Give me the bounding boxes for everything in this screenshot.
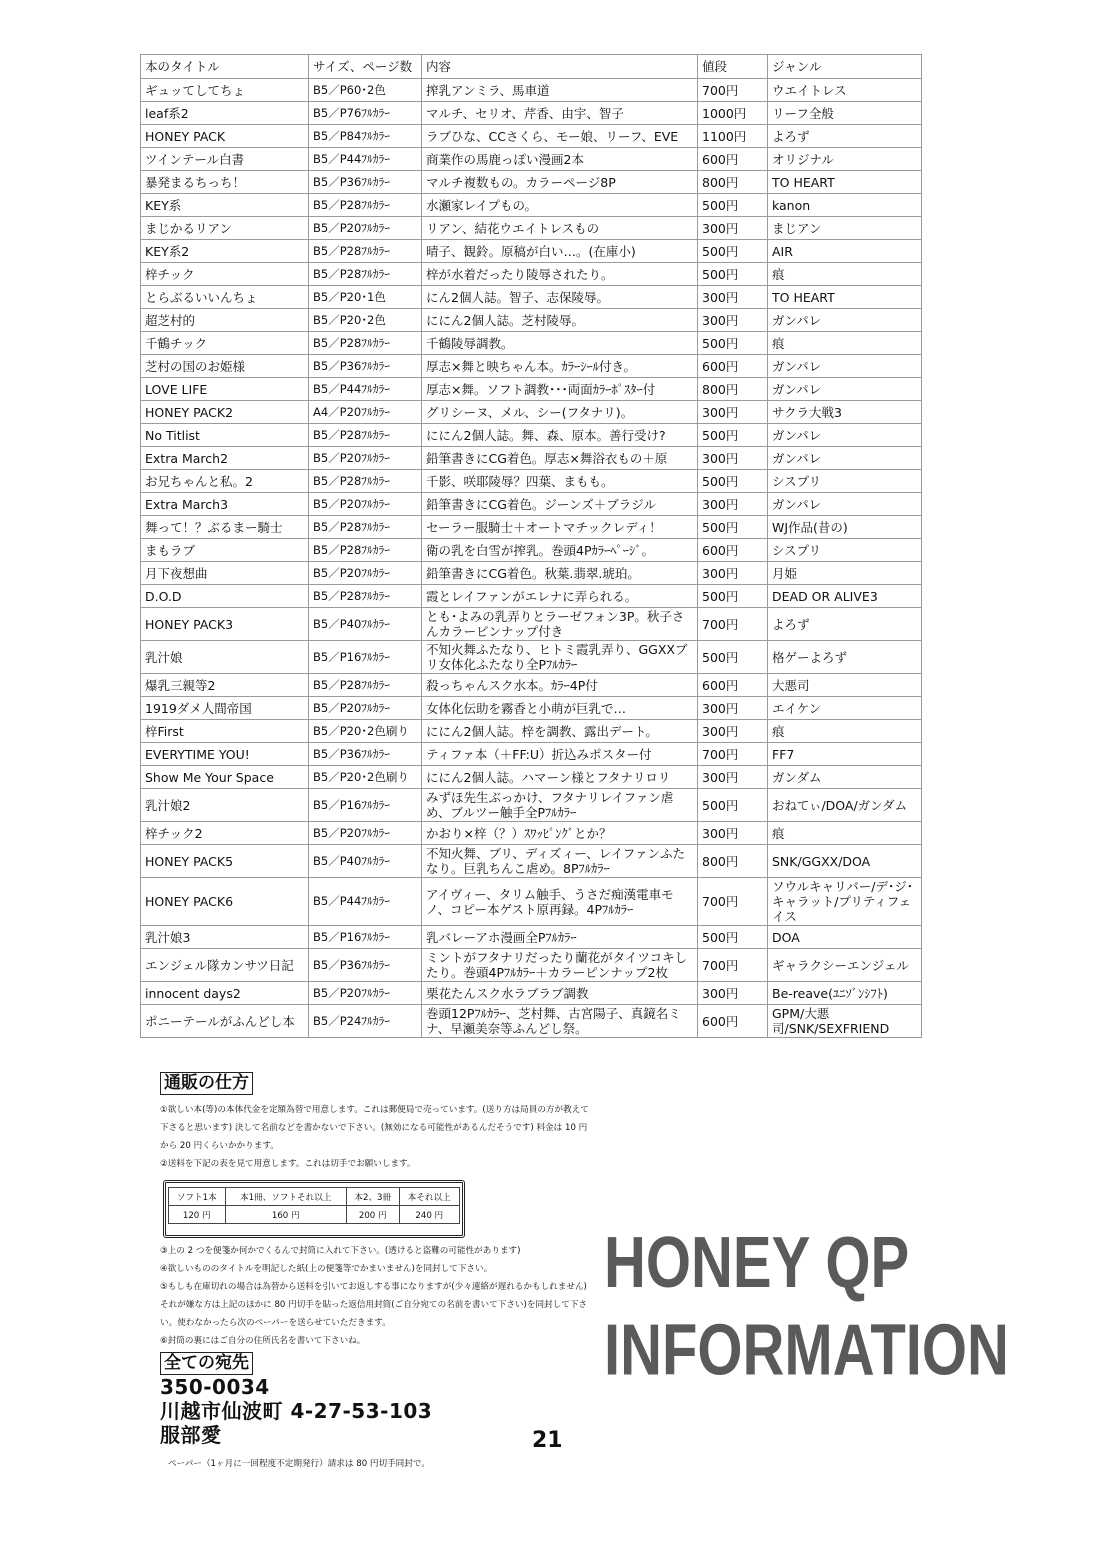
book-title: 梓チック2 <box>141 822 309 845</box>
book-genre: WJ作品(昔の) <box>768 516 922 539</box>
book-genre: DEAD OR ALIVE3 <box>768 585 922 608</box>
table-row <box>141 378 922 401</box>
book-size: B5／P20ﾌﾙｶﾗｰ <box>309 982 422 1005</box>
book-price: 500円 <box>698 240 768 263</box>
book-title: まもラブ <box>141 539 309 562</box>
table-row <box>141 125 922 148</box>
order-step-3: ③上の 2 つを便箋か何かでくるんで封筒に入れて下さい。(透けると盗難の可能性があります) <box>160 1246 521 1256</box>
book-price: 500円 <box>698 641 768 674</box>
book-size: B5／P40ﾌﾙｶﾗｰ <box>309 608 422 641</box>
book-size: B5／P20･2色 <box>309 309 422 332</box>
book-genre: ガンパレ <box>768 378 922 401</box>
book-size: B5／P16ﾌﾙｶﾗｰ <box>309 789 422 822</box>
book-title: HONEY PACK3 <box>141 608 309 641</box>
book-content: 不知火舞、ブリ、ディズィー、レイファンふたなり。巨乳ちんこ虐め。8Pﾌﾙｶﾗｰ <box>422 845 698 878</box>
table-row <box>141 79 922 102</box>
book-genre: エイケン <box>768 697 922 720</box>
book-title: エンジェル隊カンサツ日記 <box>141 949 309 982</box>
book-content: アイヴィー、タリム触手、うさだ痴漢電車モノ、コピー本ゲスト原再録。4Pﾌﾙｶﾗｰ <box>422 878 698 926</box>
book-content: 巻頭12Pﾌﾙｶﾗｰ、芝村舞、古宮陽子、真鏡名ミナ、早瀬美奈等ふんどし祭。 <box>422 1005 698 1038</box>
address-heading: 全ての宛先 <box>160 1352 253 1375</box>
table-row <box>141 401 922 424</box>
shipping-table <box>168 1187 460 1224</box>
book-price: 300円 <box>698 720 768 743</box>
book-content: 衛の乳を白雪が搾乳。巻頭4Pｶﾗｰﾍﾟｰｼﾞ。 <box>422 539 698 562</box>
table-row <box>141 447 922 470</box>
book-size: B5／P28ﾌﾙｶﾗｰ <box>309 263 422 286</box>
book-content: 梓が水着だったり陵辱されたり。 <box>422 263 698 286</box>
book-content: 鉛筆書きにCG着色。厚志×舞浴衣もの＋原 <box>422 447 698 470</box>
book-genre: リーフ全般 <box>768 102 922 125</box>
book-price: 500円 <box>698 194 768 217</box>
book-genre: TO HEART <box>768 286 922 309</box>
book-title: innocent days2 <box>141 982 309 1005</box>
address-block <box>160 1352 432 1447</box>
book-title: ポニーテールがふんどし本 <box>141 1005 309 1038</box>
book-price: 600円 <box>698 539 768 562</box>
book-content: ににん2個人誌。ハマーン様とフタナリロリ <box>422 766 698 789</box>
book-content: マルチ複数もの。カラーページ8P <box>422 171 698 194</box>
book-genre: ガンパレ <box>768 447 922 470</box>
book-title: HONEY PACK6 <box>141 878 309 926</box>
book-genre: サクラ大戦3 <box>768 401 922 424</box>
book-size: B5／P20ﾌﾙｶﾗｰ <box>309 217 422 240</box>
book-size: B5／P36ﾌﾙｶﾗｰ <box>309 171 422 194</box>
book-content: ににん2個人誌。梓を調教、露出デート。 <box>422 720 698 743</box>
book-genre: 痕 <box>768 263 922 286</box>
book-size: B5／P20･1色 <box>309 286 422 309</box>
shipping-price: 200 円 <box>346 1206 399 1224</box>
book-content: 鉛筆書きにCG着色。ジーンズ＋ブラジル <box>422 493 698 516</box>
table-row <box>141 743 922 766</box>
book-title: 月下夜想曲 <box>141 562 309 585</box>
book-price: 600円 <box>698 674 768 697</box>
table-row <box>141 539 922 562</box>
book-price: 500円 <box>698 263 768 286</box>
book-genre: おねてぃ/DOA/ガンダム <box>768 789 922 822</box>
book-genre: FF7 <box>768 743 922 766</box>
order-instructions <box>160 1072 590 1173</box>
book-size: B5／P44ﾌﾙｶﾗｰ <box>309 148 422 171</box>
table-row <box>141 516 922 539</box>
book-content: 殺っちゃんスク水本。ｶﾗｰ4P付 <box>422 674 698 697</box>
book-size: B5／P44ﾌﾙｶﾗｰ <box>309 378 422 401</box>
book-content: 乳バレーアホ漫画全Pﾌﾙｶﾗｰ <box>422 926 698 949</box>
book-price: 700円 <box>698 79 768 102</box>
book-content: 搾乳アンミラ、馬車道 <box>422 79 698 102</box>
book-size: B5／P20ﾌﾙｶﾗｰ <box>309 562 422 585</box>
book-genre: まじアン <box>768 217 922 240</box>
catalog-body <box>141 79 922 1038</box>
book-genre: ガンダム <box>768 766 922 789</box>
shipping-price: 160 円 <box>225 1206 346 1224</box>
book-size: B5／P20･2色刷り <box>309 766 422 789</box>
table-row <box>141 240 922 263</box>
order-heading: 通販の仕方 <box>160 1072 253 1095</box>
shipping-header: 本1冊、ソフトそれ以上 <box>225 1188 346 1206</box>
book-size: B5／P20ﾌﾙｶﾗｰ <box>309 493 422 516</box>
book-price: 1000円 <box>698 102 768 125</box>
book-title: D.O.D <box>141 585 309 608</box>
table-row <box>141 493 922 516</box>
recipient-name: 服部愛 <box>160 1423 222 1447</box>
book-size: B5／P84ﾌﾙｶﾗｰ <box>309 125 422 148</box>
book-price: 600円 <box>698 148 768 171</box>
book-price: 300円 <box>698 309 768 332</box>
table-row <box>141 171 922 194</box>
book-price: 300円 <box>698 217 768 240</box>
table-row <box>141 949 922 982</box>
book-genre: 月姫 <box>768 562 922 585</box>
book-title: 芝村の国のお姫様 <box>141 355 309 378</box>
book-content: ににん2個人誌。舞、森、原本。善行受け? <box>422 424 698 447</box>
book-size: B5／P28ﾌﾙｶﾗｰ <box>309 585 422 608</box>
book-title: HONEY PACK <box>141 125 309 148</box>
book-title: Show Me Your Space <box>141 766 309 789</box>
catalog-table <box>140 54 922 1038</box>
table-row <box>141 332 922 355</box>
book-title: お兄ちゃんと私。2 <box>141 470 309 493</box>
book-size: B5／P76ﾌﾙｶﾗｰ <box>309 102 422 125</box>
book-size: B5／P28ﾌﾙｶﾗｰ <box>309 470 422 493</box>
book-genre: GPM/大悪司/SNK/SEXFRIEND <box>768 1005 922 1038</box>
book-genre: ガンパレ <box>768 493 922 516</box>
book-title: 超芝村的 <box>141 309 309 332</box>
table-row <box>141 263 922 286</box>
table-row <box>141 102 922 125</box>
book-genre: ギャラクシーエンジェル <box>768 949 922 982</box>
book-content: 不知火舞ふたなり、ヒトミ霞乳弄り、GGXXブリ女体化ふたなり全Pﾌﾙｶﾗｰ <box>422 641 698 674</box>
book-title: 梓First <box>141 720 309 743</box>
book-price: 500円 <box>698 424 768 447</box>
book-content: 商業作の馬鹿っぽい漫画2本 <box>422 148 698 171</box>
book-title: 乳汁娘3 <box>141 926 309 949</box>
book-content: にん2個人誌。智子、志保陵辱。 <box>422 286 698 309</box>
book-genre: ソウルキャリバー/デ･ジ･キャラット/プリティフェイス <box>768 878 922 926</box>
book-content: ティファ本（＋FF:U）折込みポスター付 <box>422 743 698 766</box>
table-row <box>141 720 922 743</box>
shipping-header: 本それ以上 <box>399 1188 459 1206</box>
book-content: ににん2個人誌。芝村陵辱。 <box>422 309 698 332</box>
book-content: 水瀬家レイプもの。 <box>422 194 698 217</box>
book-genre: シスプリ <box>768 470 922 493</box>
postal-code: 350-0034 <box>160 1375 270 1399</box>
book-price: 500円 <box>698 926 768 949</box>
book-size: B5／P28ﾌﾙｶﾗｰ <box>309 240 422 263</box>
table-row <box>141 148 922 171</box>
book-genre: よろず <box>768 125 922 148</box>
table-row <box>141 562 922 585</box>
table-row <box>141 424 922 447</box>
book-title: leaf系2 <box>141 102 309 125</box>
book-content: かおり×梓（？）ｽﾜｯﾋﾟﾝｸﾞとか？ <box>422 822 698 845</box>
book-price: 300円 <box>698 697 768 720</box>
order-step-6: ⑥封筒の裏にはご自分の住所氏名を書いて下さいね。 <box>160 1336 366 1346</box>
book-content: ラブひな、CCさくら、モー娘、リーフ、EVE <box>422 125 698 148</box>
col-header-size: サイズ、ページ数 <box>309 55 422 79</box>
book-size: B5／P60･2色 <box>309 79 422 102</box>
book-price: 300円 <box>698 562 768 585</box>
book-price: 500円 <box>698 470 768 493</box>
book-title: まじかるリアン <box>141 217 309 240</box>
table-row <box>141 845 922 878</box>
book-price: 500円 <box>698 789 768 822</box>
book-content: マルチ、セリオ、芹香、由宇、智子 <box>422 102 698 125</box>
table-row <box>141 641 922 674</box>
book-size: B5／P40ﾌﾙｶﾗｰ <box>309 845 422 878</box>
order-step-5: ⑤もしも在庫切れの場合は為替から送料を引いてお返しする事になりますが(少々連絡が遅れるかもしれません)それが嫌な方は上記のほかに 80 円切手を貼った返信用封筒(ご自分宛ての名前を書いて下さい)を同封して下さい。使わなかったら次のペーパーを送らせていただきます。 <box>160 1282 588 1328</box>
book-size: B5／P28ﾌﾙｶﾗｰ <box>309 674 422 697</box>
book-price: 600円 <box>698 1005 768 1038</box>
table-row <box>141 766 922 789</box>
order-steps-continued <box>160 1242 590 1350</box>
table-row <box>141 878 922 926</box>
table-row <box>141 822 922 845</box>
book-price: 800円 <box>698 171 768 194</box>
book-price: 700円 <box>698 743 768 766</box>
table-row <box>141 585 922 608</box>
book-price: 700円 <box>698 608 768 641</box>
shipping-header: 本2、3冊 <box>346 1188 399 1206</box>
book-price: 800円 <box>698 378 768 401</box>
book-title: 乳汁娘2 <box>141 789 309 822</box>
book-genre: kanon <box>768 194 922 217</box>
book-size: A4／P20ﾌﾙｶﾗｰ <box>309 401 422 424</box>
col-header-price: 値段 <box>698 55 768 79</box>
book-size: B5／P28ﾌﾙｶﾗｰ <box>309 332 422 355</box>
table-row <box>141 982 922 1005</box>
book-size: B5／P36ﾌﾙｶﾗｰ <box>309 743 422 766</box>
book-title: 暴発まるちっち！ <box>141 171 309 194</box>
book-genre: ガンパレ <box>768 309 922 332</box>
book-price: 300円 <box>698 493 768 516</box>
col-header-content: 内容 <box>422 55 698 79</box>
book-price: 500円 <box>698 585 768 608</box>
book-price: 300円 <box>698 401 768 424</box>
book-price: 300円 <box>698 982 768 1005</box>
book-genre: 格ゲーよろず <box>768 641 922 674</box>
book-price: 1100円 <box>698 125 768 148</box>
book-genre: DOA <box>768 926 922 949</box>
book-content: リアン、結花ウエイトレスもの <box>422 217 698 240</box>
book-genre: Be-reave(ﾕﾆｿﾞﾝｼﾌﾄ) <box>768 982 922 1005</box>
book-price: 300円 <box>698 286 768 309</box>
col-header-title: 本のタイトル <box>141 55 309 79</box>
book-content: ミントがフタナリだったり蘭花がタイツコキしたり。巻頭4Pﾌﾙｶﾗｰ＋カラーピンナップ2枚 <box>422 949 698 982</box>
info-title-line-2: INFORMATION <box>604 1309 1009 1391</box>
table-row <box>141 1005 922 1038</box>
table-row <box>141 470 922 493</box>
book-size: B5／P20ﾌﾙｶﾗｰ <box>309 822 422 845</box>
book-content: セーラー服騎士＋オートマチックレディ！ <box>422 516 698 539</box>
street-address: 川越市仙波町 4-27-53-103 <box>160 1399 433 1423</box>
book-title: EVERYTIME YOU! <box>141 743 309 766</box>
book-genre: TO HEART <box>768 171 922 194</box>
table-row <box>141 608 922 641</box>
book-genre: ガンパレ <box>768 355 922 378</box>
page-number: 21 <box>532 1428 563 1453</box>
book-genre: 痕 <box>768 822 922 845</box>
book-genre: 痕 <box>768 332 922 355</box>
book-title: No Titlist <box>141 424 309 447</box>
table-row <box>141 674 922 697</box>
book-price: 300円 <box>698 766 768 789</box>
book-title: 爆乳三親等2 <box>141 674 309 697</box>
book-size: B5／P16ﾌﾙｶﾗｰ <box>309 926 422 949</box>
order-step-2: ②送料を下記の表を見て用意します。これは切手でお願いします。 <box>160 1159 416 1169</box>
book-title: Extra March2 <box>141 447 309 470</box>
order-step-4: ④欲しいもののタイトルを明記した紙(上の便箋等でかまいません)を同封して下さい。 <box>160 1264 493 1274</box>
book-price: 700円 <box>698 949 768 982</box>
paper-request-note: ペーパー（1ヶ月に一回程度不定期発行）請求は 80 円切手同封で。 <box>168 1459 430 1469</box>
info-title <box>604 1222 1009 1392</box>
book-genre: 痕 <box>768 720 922 743</box>
book-content: 霞とレイファンがエレナに弄られる。 <box>422 585 698 608</box>
book-title: KEY系 <box>141 194 309 217</box>
book-content: グリシーヌ、メル、シー(フタナリ)。 <box>422 401 698 424</box>
book-title: とらぶるいいんちょ <box>141 286 309 309</box>
book-title: HONEY PACK2 <box>141 401 309 424</box>
book-title: LOVE LIFE <box>141 378 309 401</box>
book-genre: オリジナル <box>768 148 922 171</box>
table-row <box>141 789 922 822</box>
shipping-table-box <box>163 1180 465 1238</box>
book-genre: SNK/GGXX/DOA <box>768 845 922 878</box>
shipping-price: 240 円 <box>399 1206 459 1224</box>
book-size: B5／P44ﾌﾙｶﾗｰ <box>309 878 422 926</box>
shipping-header: ソフト1本 <box>169 1188 226 1206</box>
book-price: 500円 <box>698 516 768 539</box>
book-content: 晴子、観鈴。原稿が白い…。(在庫小) <box>422 240 698 263</box>
col-header-genre: ジャンル <box>768 55 922 79</box>
info-title-line-1: HONEY QP <box>604 1222 910 1304</box>
book-content: 鉛筆書きにCG着色。秋葉.翡翠.琥珀。 <box>422 562 698 585</box>
book-title: Extra March3 <box>141 493 309 516</box>
book-genre: 大悪司 <box>768 674 922 697</box>
book-content: 千鶴陵辱調教。 <box>422 332 698 355</box>
book-price: 800円 <box>698 845 768 878</box>
book-content: 女体化伝助を霧香と小萌が巨乳で… <box>422 697 698 720</box>
book-content: 栗花たんスク水ラブラブ調教 <box>422 982 698 1005</box>
book-genre: AIR <box>768 240 922 263</box>
book-size: B5／P28ﾌﾙｶﾗｰ <box>309 539 422 562</box>
book-price: 700円 <box>698 878 768 926</box>
table-row <box>141 286 922 309</box>
book-size: B5／P20ﾌﾙｶﾗｰ <box>309 447 422 470</box>
book-title: 舞って！？ぶるまー騎士 <box>141 516 309 539</box>
book-size: B5／P28ﾌﾙｶﾗｰ <box>309 424 422 447</box>
book-title: HONEY PACK5 <box>141 845 309 878</box>
table-row <box>141 355 922 378</box>
book-genre: よろず <box>768 608 922 641</box>
book-size: B5／P36ﾌﾙｶﾗｰ <box>309 949 422 982</box>
table-row <box>141 217 922 240</box>
book-title: 乳汁娘 <box>141 641 309 674</box>
book-title: ギュッてしてちょ <box>141 79 309 102</box>
catalog-header-row <box>141 55 922 79</box>
order-step-1: ①欲しい本(等)の本体代金を定額為替で用意します。これは郵便局で売っています。(送り方は局員の方が教えて下さると思います) 決して名前などを書かないで下さい。(無効になる可能性があるんだそうです) 料金は 10 円から 20 円くらいかかります。 <box>160 1105 589 1151</box>
table-row <box>141 926 922 949</box>
book-size: B5／P20･2色刷り <box>309 720 422 743</box>
book-price: 300円 <box>698 822 768 845</box>
book-price: 600円 <box>698 355 768 378</box>
book-size: B5／P20ﾌﾙｶﾗｰ <box>309 697 422 720</box>
book-genre: ウエイトレス <box>768 79 922 102</box>
book-title: 1919ダメ人間帝国 <box>141 697 309 720</box>
book-size: B5／P16ﾌﾙｶﾗｰ <box>309 641 422 674</box>
shipping-price: 120 円 <box>169 1206 226 1224</box>
book-genre: シスプリ <box>768 539 922 562</box>
book-content: みずほ先生ぶっかけ、フタナリレイファン虐め、ブルツー触手全Pﾌﾙｶﾗｰ <box>422 789 698 822</box>
book-size: B5／P28ﾌﾙｶﾗｰ <box>309 194 422 217</box>
table-row <box>141 697 922 720</box>
book-title: 梓チック <box>141 263 309 286</box>
book-title: 千鶴チック <box>141 332 309 355</box>
book-genre: ガンパレ <box>768 424 922 447</box>
book-content: 厚志×舞と映ちゃん本。ｶﾗｰｼｰﾙ付き。 <box>422 355 698 378</box>
table-row <box>141 309 922 332</box>
table-row <box>141 194 922 217</box>
book-size: B5／P24ﾌﾙｶﾗｰ <box>309 1005 422 1038</box>
book-price: 300円 <box>698 447 768 470</box>
book-price: 500円 <box>698 332 768 355</box>
book-content: 厚志×舞。ソフト調教･･･両面ｶﾗｰﾎﾟｽﾀｰ付 <box>422 378 698 401</box>
book-content: とも･よみの乳弄りとラーゼフォン3P。秋子さんカラーピンナップ付き <box>422 608 698 641</box>
book-size: B5／P28ﾌﾙｶﾗｰ <box>309 516 422 539</box>
book-content: 千影、咲耶陵辱？四葉、まもも。 <box>422 470 698 493</box>
book-size: B5／P36ﾌﾙｶﾗｰ <box>309 355 422 378</box>
book-title: KEY系2 <box>141 240 309 263</box>
book-title: ツインテール白書 <box>141 148 309 171</box>
